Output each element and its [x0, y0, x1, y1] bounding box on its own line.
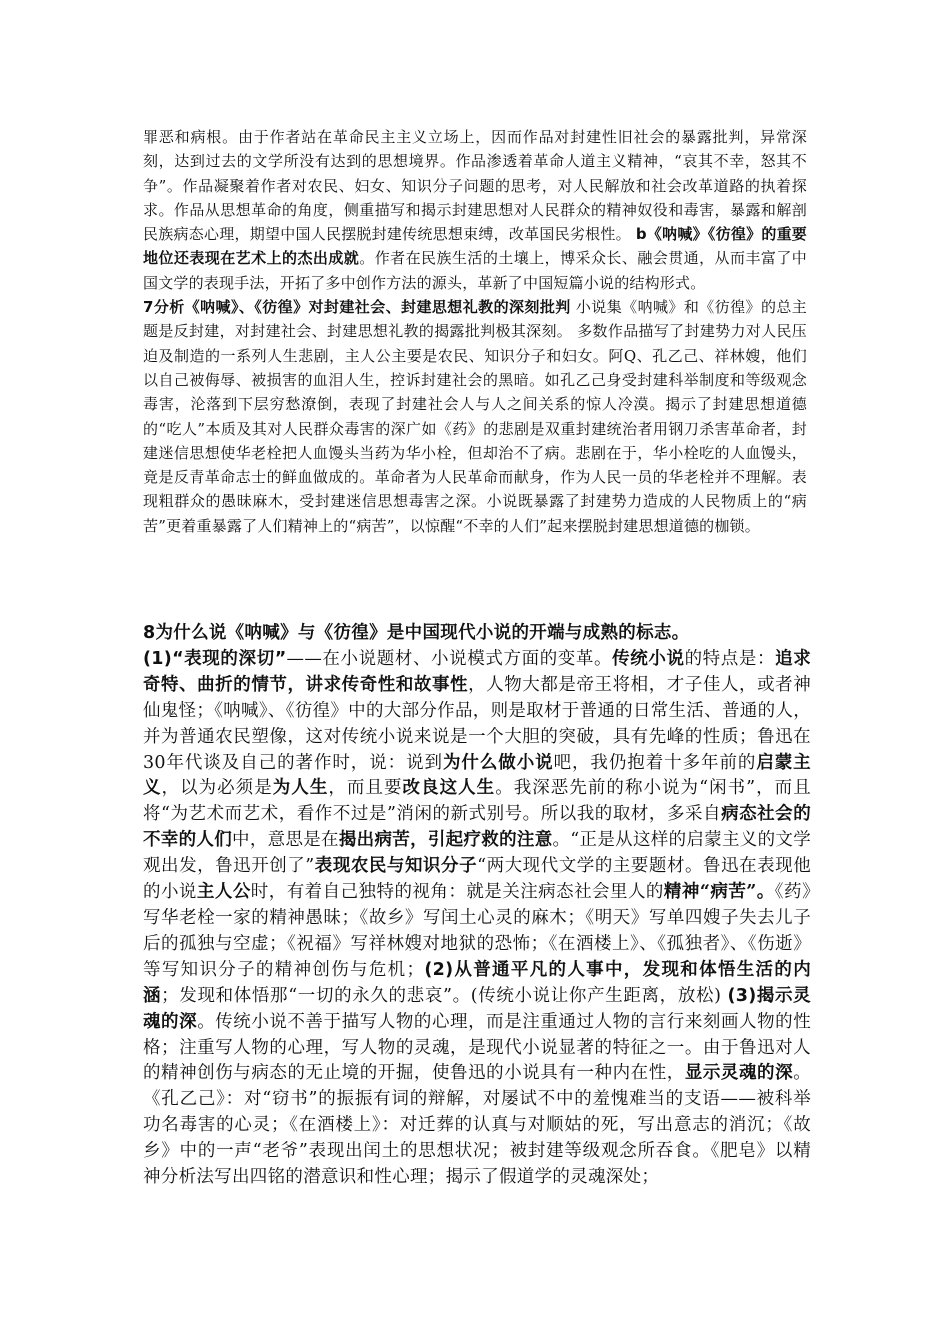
q8-text: 时，有着自己独特的视角：就是关注病态社会里人的 — [250, 882, 664, 903]
q8-text: 。我深恶先前的称小说为“闲书”，而且将“为艺术而艺术，看作不过是”消闲的新式别号。所以我的取材，多采自 — [143, 778, 811, 825]
q8-text: 的特点是： — [684, 648, 776, 669]
q8-bold-term: 为什么做小说 — [442, 752, 554, 773]
paragraph-q7 — [143, 295, 807, 538]
q6-text: 罪恶和病根。由于作者站在革命民主主义立场上，因而作品对封建性旧社会的暴露批判，异常深刻，达到过去的文学所没有达到的思想境界。作品渗透着革命人道主义精神，“哀其不幸，怒其不争”。作品凝聚着作者对农民、妇女、知识分子问题的思考，对人民解放和社会改革道路的执着探求。作品从思想革命的角度，侧重描写和揭示封建思想对人民群众的精神奴役和毒害，暴露和解剖民族病态心理，期望中国人民摆脱封建传统思想束缚，改革国民劣根性。 — [143, 128, 807, 244]
q6-text-cont: 。作者在民族生活的土壤上，博采众长、融会贯通，从而丰富了中国文学的表现手法，开拓了多中创作方法的源头，革新了中国短篇小说的结构形式。 — [143, 249, 807, 292]
q8-text: 。《孔乙己》：对“窃书”的振振有词的辩解，对屡试不中的羞愧难当的支语——被科举功名毒害的心灵；《在酒楼上》：对迁葬的认真与对顺姑的死，写出意志的消沉；《故乡》中的一声“老爷”表现出闰土的思想状况；被封建等级观念所吞食。《肥皂》以精神分析法写出四铭的潜意识和性心理；揭示了假道学的灵魂深处； — [143, 1063, 811, 1188]
q8-text: ；发现和体悟那“一切的永久的悲哀”。(传统小说让你产生距离，放松) — [161, 985, 728, 1006]
q8-bold-term: 精神“病苦”。 — [663, 882, 775, 903]
q8-point1-heading: (1)“表现的深切” — [143, 648, 287, 669]
q8-text: 。传统小说不善于描写人物的心理，而是注重通过人物的言行来刻画人物的性格；注重写人物的心理，写人物的灵魂，是现代小说显著的特征之一。由于鲁迅对人的精神创伤与病态的无止境的开掘，使鲁迅的小说具有一种内在性， — [143, 1011, 811, 1084]
section-q8 — [143, 621, 811, 1191]
q8-text: 。“正是从这样的启蒙主义的文学观出发，鲁迅开创了” — [143, 830, 811, 877]
q8-bold-term: 病态社会的不幸的人们 — [143, 804, 812, 851]
q8-bold-term: 表现农民与知识分子 — [314, 856, 478, 877]
q8-text: “两大现代文学的主要题材。鲁迅在表现他的小说 — [143, 856, 811, 903]
paragraph-q8 — [143, 647, 811, 1191]
q8-text: 《药》写华老栓一家的精神愚昧；《故乡》写闰土心灵的麻木；《明天》写单四嫂子失去儿子后的孤独与空虚；《祝福》写祥林嫂对地狱的恐怖；《在酒楼上》、《孤独者》、《伤逝》等写知识分子的精神创伤与危机； — [143, 882, 812, 980]
q8-bold-term: 改良这人生 — [402, 778, 496, 799]
q7-body: 小说集《呐喊》和《彷徨》的总主题是反封建，对封建社会、封建思想礼教的揭露批判极其深刻。 多数作品描写了封建势力对人民压迫及制造的一系列人生悲剧，主人公主要是农民、知识分子和妇女。阿Q、孔乙己、祥林嫂，他们以自己被侮辱、被损害的血泪人生，控诉封建社会的黑暗。如孔乙己身受封建科举制度和等级观念毒害，沦落到下层穷愁潦倒，表现了封建社会人与人之间关系的惊人冷漠。揭示了封建思想道德的“吃人”本质及其对人民群众毒害的深广如《药》的悲剧是双重封建统治者用钢刀杀害革命者，封建迷信思想使华老栓把人血馒头当药为华小栓，但却治不了病。悲剧在于，华小栓吃的人血馒头，竟是反青革命志士的鲜血做成的。革命者为人民革命而献身，作为人民一员的华老栓并不理解。表现粗群众的愚昧麻木，受封建迷信思想毒害之深。小说既暴露了封建势力造成的人民物质上的“病苦”更着重暴露了人们精神上的“病苦”，以惊醒“不幸的人们”起来摆脱封建思想道德的枷锁。 — [143, 298, 807, 535]
q8-title — [143, 621, 811, 647]
q8-text: ，而且要 — [328, 778, 403, 799]
q6-bold-heading: b《呐喊》《彷徨》的重要地位还表现在艺术上的杰出成就 — [143, 225, 808, 268]
q8-point2-heading: (2)从普通平凡的人事中，发现和体悟生活的内涵 — [143, 959, 811, 1006]
q8-bold-term: 为人生 — [272, 778, 329, 799]
q8-point3-heading: (3)揭示灵魂的深 — [143, 985, 811, 1032]
q8-text: ，以为必须是 — [161, 778, 273, 799]
q8-text: ，人物大都是帝王将相，才子佳人，或者神仙鬼怪；《呐喊》、《彷徨》中的大部分作品，则是取材于普通的日常生活、普通的人，并为普通农民塑像，这对传统小说来说是一个大胆的突破，具有先峰的性质；鲁迅在30年代谈及自己的著作时，说：说到 — [143, 674, 811, 773]
q8-text: 吧，我仍抱着十多年前的 — [553, 752, 757, 773]
q8-title-text: 8为什么说《呐喊》与《彷徨》是中国现代小说的开端与成熟的标志。 — [143, 623, 690, 643]
q8-bold-term: 启蒙主义 — [143, 752, 811, 799]
q8-bold-term: 传统小说 — [612, 648, 685, 669]
q8-bold-term: 揭出病苦，引起疗救的注意 — [338, 830, 553, 851]
q8-text: 中，意思是在 — [232, 830, 339, 851]
q8-bold-term: 追求奇特、曲折的情节，讲求传奇性和故事性 — [143, 648, 811, 695]
section-q6-q7 — [143, 125, 807, 538]
q8-bold-term: 显示灵魂的深 — [684, 1063, 794, 1084]
q7-title: 7分析《呐喊》、《彷徨》对封建社会、封建思想礼教的深刻批判 — [143, 298, 571, 317]
paragraph-q6 — [143, 125, 807, 295]
q8-text: ——在小说题材、小说模式方面的变革。 — [286, 648, 613, 669]
q8-bold-term: 主人公 — [196, 882, 251, 903]
